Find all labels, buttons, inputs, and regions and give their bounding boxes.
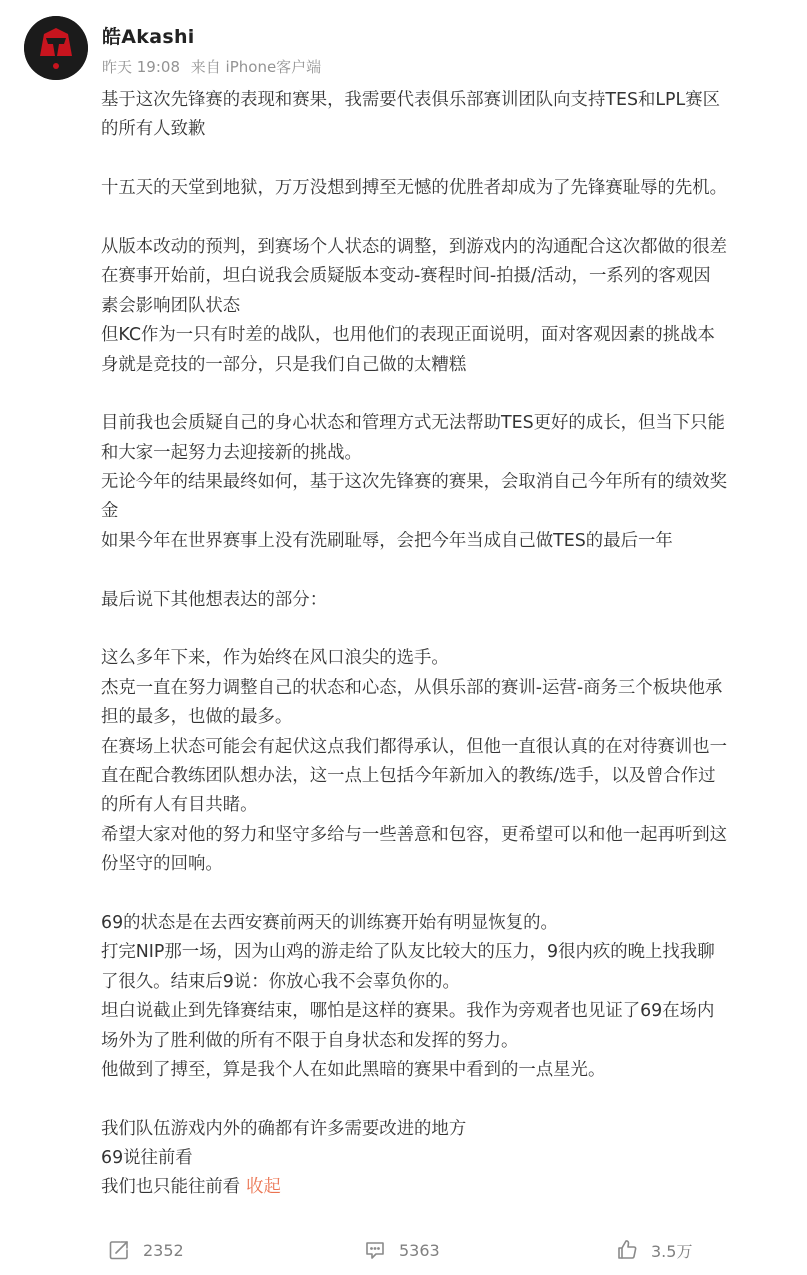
post-text-line: 场外为了胜利做的所有不限于自身状态和发挥的努力。 [101, 1030, 519, 1051]
blank-line [101, 380, 791, 409]
post-text-line: 打完NIP那一场，因为山鸡的游走给了队友比较大的压力，9很内疚的晚上找我聊 [101, 942, 715, 963]
avatar[interactable] [24, 16, 88, 80]
post-meta [102, 56, 327, 77]
post-content [101, 86, 791, 1203]
repost-icon [107, 1238, 131, 1262]
post-text-line-last: 我们也只能往前看 [101, 1177, 241, 1198]
post-text-line: 这么多年下来，作为始终在风口浪尖的选手。 [101, 648, 449, 669]
action-bar [0, 1230, 807, 1270]
blank-line [101, 556, 791, 585]
collapse-link[interactable]: 收起 [246, 1177, 281, 1198]
blank-line [101, 880, 791, 909]
post-text-line: 的所有人致歉 [101, 119, 206, 140]
post-text-line: 希望大家对他的努力和坚守多给与一些善意和包容，更希望可以和他一起再听到这 [101, 824, 728, 845]
comment-count: 5363 [399, 1240, 440, 1260]
post-text-line: 但KC作为一只有时差的战队，也用他们的表现正面说明，面对客观因素的挑战本 [101, 325, 715, 346]
post-text-line: 无论今年的结果最终如何，基于这次先锋赛的赛果，会取消自己今年所有的绩效奖 [101, 472, 728, 493]
post-text-line: 十五天的天堂到地狱，万万没想到搏至无憾的优胜者却成为了先锋赛耻辱的先机。 [101, 178, 728, 199]
like-icon [615, 1238, 639, 1262]
post-text-line [101, 1173, 791, 1202]
post-text-line: 在赛事开始前，坦白说我会质疑版本变动-赛程时间-拍摄/活动，一系列的客观因 [101, 266, 711, 287]
repost-button[interactable] [107, 1230, 184, 1270]
like-button[interactable] [615, 1230, 692, 1270]
blank-line [101, 204, 791, 233]
post-text-line: 身就是竞技的一部分，只是我们自己做的太糟糕 [101, 354, 467, 375]
tes-logo-icon [24, 16, 88, 80]
post-text-line: 目前我也会质疑自己的身心状态和管理方式无法帮助TES更好的成长，但当下只能 [101, 413, 725, 434]
post-text-line: 69说往前看 [101, 1148, 193, 1169]
post-text-line: 素会影响团队状态 [101, 295, 241, 316]
blank-line [101, 1085, 791, 1114]
post-text-line: 金 [101, 501, 119, 522]
post-text-line: 了很久。结束后9说：你放心我不会辜负你的。 [101, 971, 460, 992]
post-text-line: 在赛场上状态可能会有起伏这点我们都得承认，但他一直很认真的在对待赛训也一 [101, 736, 728, 757]
post-text-line: 我们队伍游戏内外的确都有许多需要改进的地方 [101, 1118, 467, 1139]
post-text-line: 直在配合教练团队想办法，这一点上包括今年新加入的教练/选手，以及曾合作过 [101, 765, 716, 786]
post-text-line: 基于这次先锋赛的表现和赛果，我需要代表俱乐部赛训团队向支持TES和LPL赛区 [101, 90, 721, 110]
post-text-line: 和大家一起努力去迎接新的挑战。 [101, 442, 362, 463]
post-text-line: 的所有人有目共睹。 [101, 795, 258, 816]
post-text-line: 担的最多，也做的最多。 [101, 707, 293, 728]
post-text-line: 最后说下其他想表达的部分： [101, 589, 328, 610]
repost-count: 2352 [143, 1240, 184, 1260]
post-source: 来自 iPhone客户端 [190, 58, 322, 76]
post-text-line: 如果今年在世界赛事上没有洗刷耻辱，会把今年当成自己做TES的最后一年 [101, 530, 673, 551]
post-text-line: 从版本改动的预判，到赛场个人状态的调整，到游戏内的沟通配合这次都做的很差 [101, 236, 728, 257]
comment-button[interactable] [363, 1230, 440, 1270]
post-time[interactable]: 昨天 19:08 [102, 58, 180, 76]
post-text-line: 坦白说截止到先锋赛结束，哪怕是这样的赛果。我作为旁观者也见证了69在场内 [101, 1001, 715, 1022]
username[interactable]: 皓Akashi [102, 26, 195, 48]
post-text-line: 杰克一直在努力调整自己的状态和心态，从俱乐部的赛训-运营-商务三个板块他承 [101, 677, 723, 698]
blank-line [101, 145, 791, 174]
post-text-line: 份坚守的回响。 [101, 854, 223, 875]
like-count: 3.5万 [651, 1241, 693, 1261]
blank-line [101, 615, 791, 644]
post-text-line: 他做到了搏至，算是我个人在如此黑暗的赛果中看到的一点星光。 [101, 1059, 606, 1080]
post-text-line: 69的状态是在去西安赛前两天的训练赛开始有明显恢复的。 [101, 912, 558, 933]
comment-icon [363, 1238, 387, 1262]
